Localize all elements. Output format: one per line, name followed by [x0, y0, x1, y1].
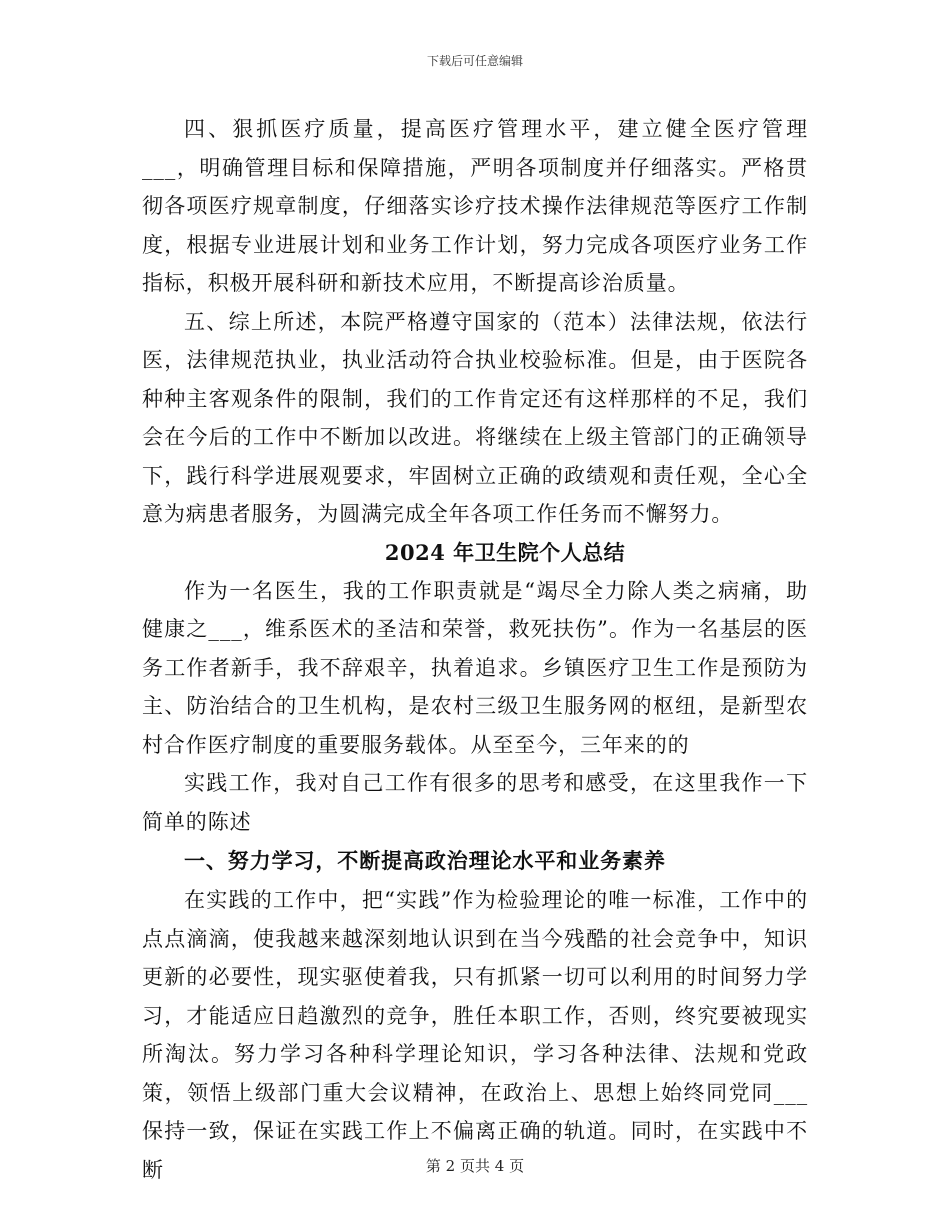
paragraph-summary: 五、综上所述，本院严格遵守国家的（范本）法律法规，依法行医，法律规范执业，执业活动符合执业校验标准。但是，由于医院各种种主客观条件的限制，我们的工作肯定还有这样那样的不足，我们会在今后的工作中不断加以改进。将继续在上级主管部门的正确领导下，践行科学进展观要求，牢固树立正确的政绩观和责任观，全心全意为病患者服务，为圆满完成全年各项工作任务而不懈努力。	[142, 309, 808, 526]
paragraph-quality: 四、狠抓医疗质量，提高医疗管理水平，建立健全医疗管理___，明确管理目标和保障措施，严明各项制度并仔细落实。严格贯彻各项医疗规章制度，仔细落实诊疗技术操作法律规范等医疗工作制度，根据专业进展计划和业务工作计划，努力完成各项医疗业务工作指标，积极开展科研和新技术应用，不断提高诊治质量。	[142, 117, 808, 295]
section-heading-study: 一、努力学习，不断提高政治理论水平和业务素养	[184, 848, 666, 873]
document-title: 2024 年卫生院个人总结	[384, 539, 626, 565]
paragraph-study: 在实践的工作中，把“实践”作为检验理论的唯一标准，工作中的点点滴滴，使我越来越深刻地认识到在当今残酷的社会竞争中，知识更新的必要性，现实驱使着我，只有抓紧一切可以利用的时间努力学习，才能适应日趋激烈的竞争，胜任本职工作，否则，终究要被现实所淘汰。努力学习各种科学理论知识，学习各种法律、法规和党政策，领悟上级部门重大会议精神，在政治上、思想上始终同党同___保持一致，保证在实践工作上不偏离正确的轨道。同时，在实践中不断	[142, 888, 808, 1182]
document-body	[142, 110, 808, 1189]
page-header: 下载后可任意编辑	[426, 54, 523, 68]
paragraph-practice: 实践工作，我对自己工作有很多的思考和感受，在这里我作一下简单的陈述	[142, 771, 808, 834]
paragraph-intro: 作为一名医生，我的工作职责就是“竭尽全力除人类之病痛，助健康之___，维系医术的圣洁和荣誉，救死扶伤”。作为一名基层的医务工作者新手，我不辞艰辛，执着追求。乡镇医疗卫生工作是预防为主、防治结合的卫生机构，是农村三级卫生服务网的枢纽，是新型农村合作医疗制度的重要服务载体。从至至今，三年来的的	[142, 578, 808, 757]
page-footer: 第 2 页共 4 页	[425, 1157, 525, 1175]
